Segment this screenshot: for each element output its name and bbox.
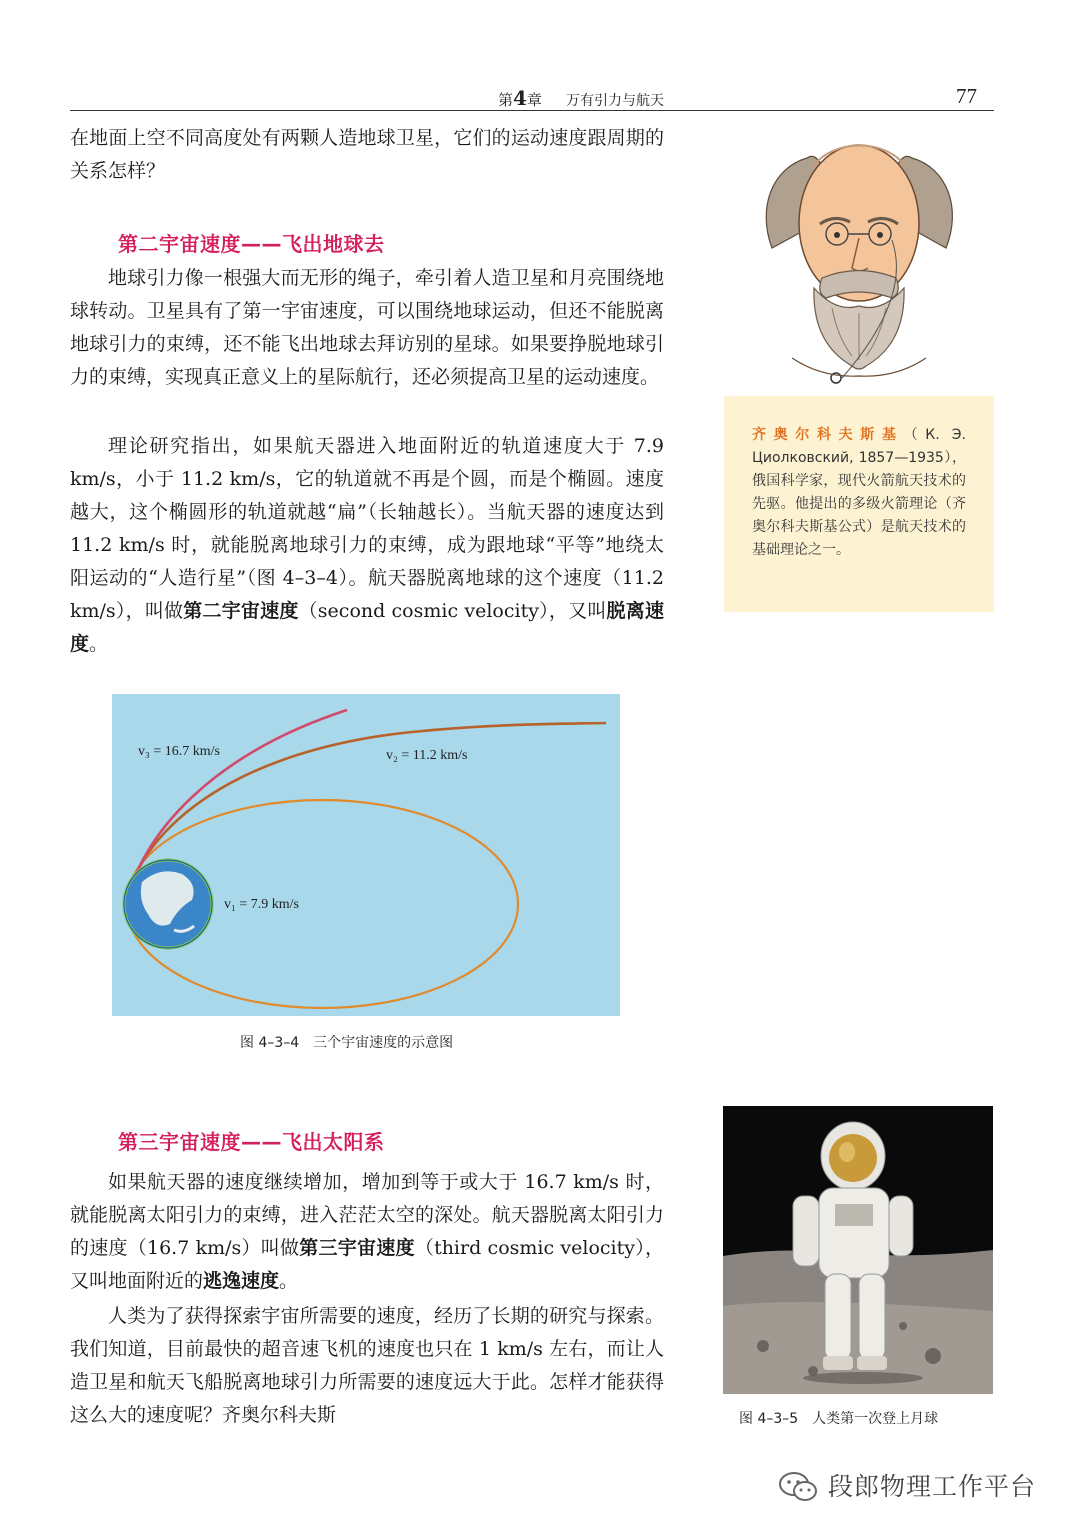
diagram-background <box>112 694 620 1016</box>
tsiolkovsky-portrait <box>752 128 966 390</box>
figure-caption-4-3-5: 图 4–3–5 人类第一次登上月球 <box>739 1411 939 1427</box>
section2-paragraph-2: 理论研究指出，如果航天器进入地面附近的轨道速度大于 7.9 km/s，小于 11.2 km/s，它的轨道就不再是个圆，而是个椭圆。速度越大，这个椭圆形的轨道就越“扁”（长轴越长）。当航天器的速度达到 11.2 km/s 时，就能脱离地球引力的束缚，成为跟地球“平等”地绕太阳运动的“人造行星”（图 4–3–4）。航天器脱离地球的这个速度（11.2 km/s），叫做第二宇宙速度（second cosmic velocity），又叫脱离速度。 <box>70 435 664 655</box>
figure-caption-4-3-4: 图 4–3–4 三个宇宙速度的示意图 <box>240 1035 454 1051</box>
intro-question: 在地面上空不同高度处有两颗人造地球卫星，它们的运动速度跟周期的关系怎样？ <box>70 127 664 182</box>
watermark-text: 段郎物理工作平台 <box>828 1472 1037 1501</box>
v1-label: v₁ = 7.9 km/s <box>224 897 300 912</box>
term-escape-velocity: 脱离速度 <box>70 600 664 655</box>
section-heading-third-cosmic-velocity: 第三宇宙速度——飞出太阳系 <box>118 1130 385 1154</box>
bio-text: 齐奥尔科夫斯基（К. Э. Циолковский, 1857—1935），俄国科学家，现代火箭航天技术的先驱。他提出的多级火箭理论（齐奥尔科夫斯基公式）是航天技术的基础理论之一。 <box>752 427 966 558</box>
section3-paragraph-1: 如果航天器的速度继续增加，增加到等于或大于 16.7 km/s 时，就能脱离太阳引力的束缚，进入茫茫太空的深处。航天器脱离太阳引力的速度（16.7 km/s）叫做第三宇宙速度（third cosmic velocity），又叫地面附近的逃逸速度。 <box>70 1171 664 1292</box>
page-number: 77 <box>956 84 977 108</box>
section2-paragraph-1: 地球引力像一根强大而无形的绳子，牵引着人造卫星和月亮围绕地球转动。卫星具有了第一宇宙速度，可以围绕地球运动，但还不能脱离地球引力的束缚，还不能飞出地球去拜访别的星球。如果要挣脱地球引力的束缚，实现真正意义上的星际航行，还必须提高卫星的运动速度。 <box>70 267 664 388</box>
moon-landing-photo <box>723 1106 993 1394</box>
v2-label: v₂ = 11.2 km/s <box>386 748 468 763</box>
v3-label: v₃ = 16.7 km/s <box>138 744 221 759</box>
chapter-title: 万有引力与航天 <box>566 93 664 109</box>
term-second-cosmic-velocity: 第二宇宙速度 <box>183 600 299 622</box>
section-heading-second-cosmic-velocity: 第二宇宙速度——飞出地球去 <box>118 232 385 256</box>
chapter-number: 第4章 <box>498 86 542 110</box>
wechat-icon <box>778 1470 818 1504</box>
term-escape-velocity-2: 逃逸速度 <box>203 1270 280 1292</box>
bio-name: 齐奥尔科夫斯基 <box>752 427 904 443</box>
term-third-cosmic-velocity: 第三宇宙速度 <box>299 1237 415 1259</box>
section3-paragraph-2: 人类为了获得探索宇宙所需要的速度，经历了长期的研究与探索。我们知道，目前最快的超音速飞机的速度也只在 1 km/s 左右，而让人造卫星和航天飞船脱离地球引力所需要的速度远大于此。怎样才能获得这么大的速度呢？齐奥尔科夫斯 <box>70 1305 664 1426</box>
header-rule <box>70 110 994 111</box>
cosmic-velocity-diagram <box>112 694 620 1016</box>
